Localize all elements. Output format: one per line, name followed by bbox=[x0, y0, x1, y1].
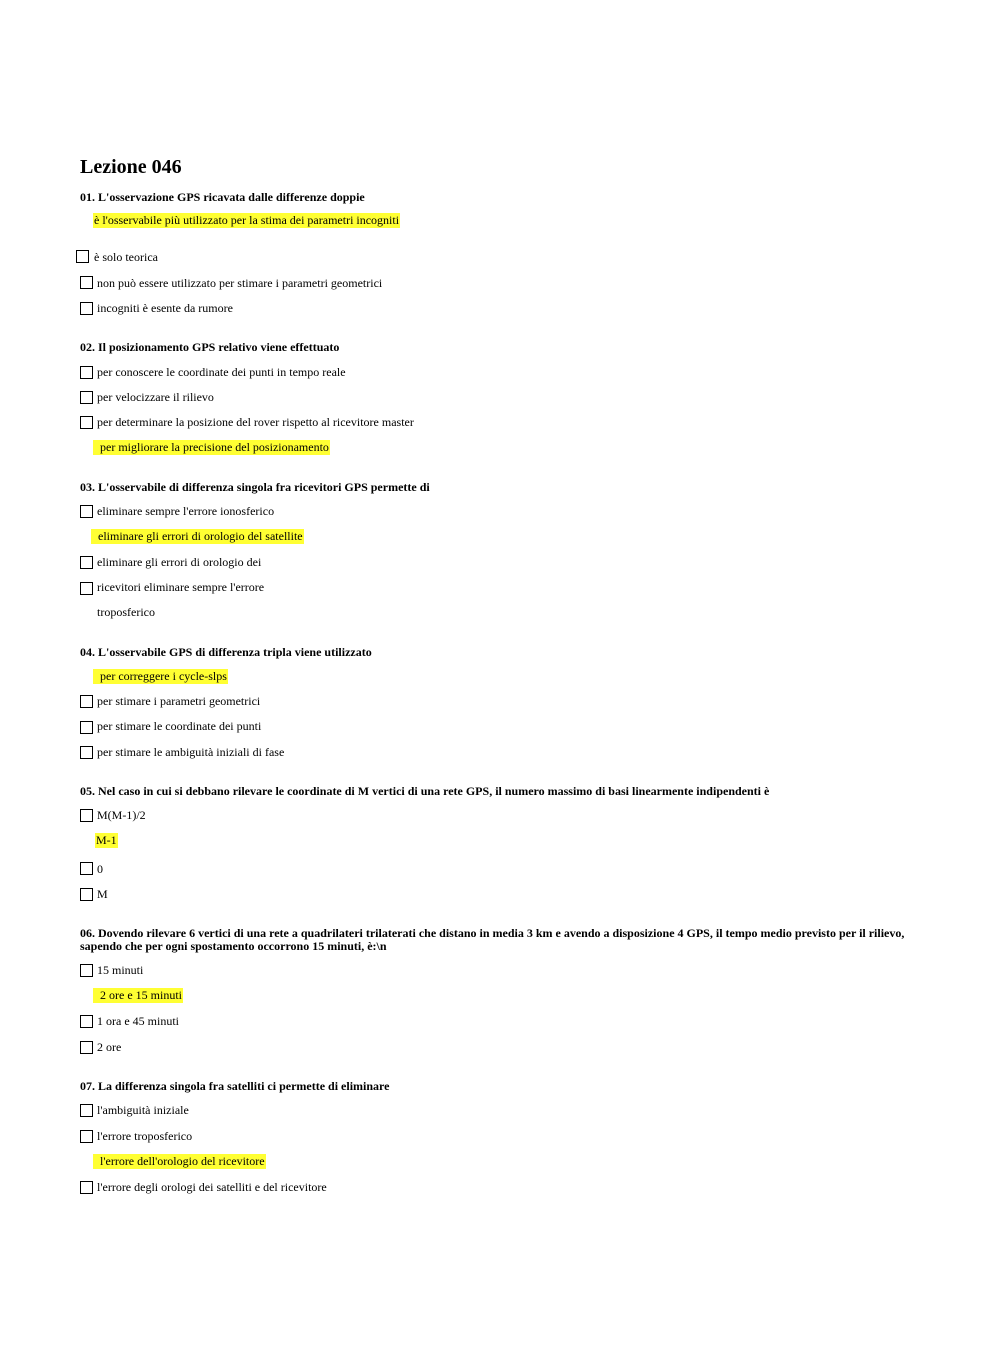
q03-option-3: ricevitori eliminare sempre l'errore bbox=[97, 580, 265, 594]
question-01: 01. L'osservazione GPS ricavata dalle differenze doppie bbox=[80, 190, 365, 204]
question-02: 02. Il posizionamento GPS relativo viene effettuato bbox=[80, 340, 340, 354]
q04-checkbox-1[interactable] bbox=[80, 695, 93, 708]
q06-option-2: 1 ora e 45 minuti bbox=[97, 1014, 179, 1028]
q04-option-3: per stimare le ambiguità iniziali di fase bbox=[97, 745, 285, 759]
q06-checkbox-3[interactable] bbox=[80, 1041, 93, 1054]
q07-checkbox-3[interactable] bbox=[80, 1181, 93, 1194]
q03-checkbox-2[interactable] bbox=[80, 556, 93, 569]
q02-correct-answer: per migliorare la precisione del posizionamento bbox=[93, 440, 330, 455]
q04-checkbox-3[interactable] bbox=[80, 746, 93, 759]
q06-option-3: 2 ore bbox=[97, 1040, 122, 1054]
q01-option-2: non può essere utilizzato per stimare i parametri geometrici bbox=[97, 276, 383, 290]
q06-checkbox-2[interactable] bbox=[80, 1015, 93, 1028]
q03-checkbox-3[interactable] bbox=[80, 582, 93, 595]
q04-option-2: per stimare le coordinate dei punti bbox=[97, 719, 262, 733]
q06-checkbox-1[interactable] bbox=[80, 964, 93, 977]
q07-option-1: l'ambiguità iniziale bbox=[97, 1103, 189, 1117]
q05-option-3: M bbox=[97, 887, 108, 901]
q05-checkbox-2[interactable] bbox=[80, 862, 93, 875]
q03-correct-answer: eliminare gli errori di orologio del satellite bbox=[91, 529, 304, 544]
question-04: 04. L'osservabile GPS di differenza tripla viene utilizzato bbox=[80, 645, 372, 659]
q05-checkbox-3[interactable] bbox=[80, 888, 93, 901]
question-07: 07. La differenza singola fra satelliti ci permette di eliminare bbox=[80, 1079, 390, 1093]
q01-option-1: è solo teorica bbox=[94, 250, 158, 264]
question-03: 03. L'osservabile di differenza singola fra ricevitori GPS permette di bbox=[80, 480, 430, 494]
q04-option-1: per stimare i parametri geometrici bbox=[97, 694, 261, 708]
q05-option-1: M(M-1)/2 bbox=[97, 808, 146, 822]
q06-correct-answer: 2 ore e 15 minuti bbox=[93, 988, 183, 1003]
q05-correct-answer: M-1 bbox=[96, 833, 117, 847]
q01-option-3: incogniti è esente da rumore bbox=[97, 301, 233, 315]
q01-checkbox-3[interactable] bbox=[80, 302, 93, 315]
q05-checkbox-1[interactable] bbox=[80, 809, 93, 822]
q03-option-1: eliminare sempre l'errore ionosferico bbox=[97, 504, 275, 518]
q07-correct-answer: l'errore dell'orologio del ricevitore bbox=[93, 1154, 266, 1169]
q01-checkbox-1[interactable] bbox=[76, 250, 89, 263]
q02-option-3: per determinare la posizione del rover rispetto al ricevitore master bbox=[97, 415, 414, 429]
page-title: Lezione 046 bbox=[80, 156, 182, 178]
q01-correct-answer: è l'osservabile più utilizzato per la stima dei parametri incogniti bbox=[94, 213, 400, 227]
q07-option-2: l'errore troposferico bbox=[97, 1129, 193, 1143]
q03-option-3-continuation: troposferico bbox=[97, 605, 155, 619]
q03-option-2: eliminare gli errori di orologio dei bbox=[97, 555, 262, 569]
question-06: 06. Dovendo rilevare 6 vertici di una rete a quadrilateri trilaterati che distano in media 3 km e avendo a disposizione 4 GPS, il tempo medio previsto per il rilievo, sapendo che per ogni spostamento occorrono 15 minuti, è:\n bbox=[80, 926, 905, 953]
q04-correct-answer: per correggere i cycle-slps bbox=[93, 669, 228, 684]
q01-checkbox-2[interactable] bbox=[80, 276, 93, 289]
q04-checkbox-2[interactable] bbox=[80, 721, 93, 734]
q06-option-1: 15 minuti bbox=[97, 963, 144, 977]
q02-option-1: per conoscere le coordinate dei punti in tempo reale bbox=[97, 365, 346, 379]
q07-option-3: l'errore degli orologi dei satelliti e del ricevitore bbox=[97, 1180, 327, 1194]
q07-checkbox-2[interactable] bbox=[80, 1130, 93, 1143]
q07-checkbox-1[interactable] bbox=[80, 1104, 93, 1117]
question-05: 05. Nel caso in cui si debbano rilevare le coordinate di M vertici di una rete GPS, il numero massimo di basi linearmente indipendenti è bbox=[80, 784, 770, 798]
q02-checkbox-1[interactable] bbox=[80, 366, 93, 379]
q05-option-2: 0 bbox=[97, 862, 103, 876]
q02-option-2: per velocizzare il rilievo bbox=[97, 390, 214, 404]
q03-checkbox-1[interactable] bbox=[80, 505, 93, 518]
q02-checkbox-3[interactable] bbox=[80, 416, 93, 429]
q02-checkbox-2[interactable] bbox=[80, 391, 93, 404]
